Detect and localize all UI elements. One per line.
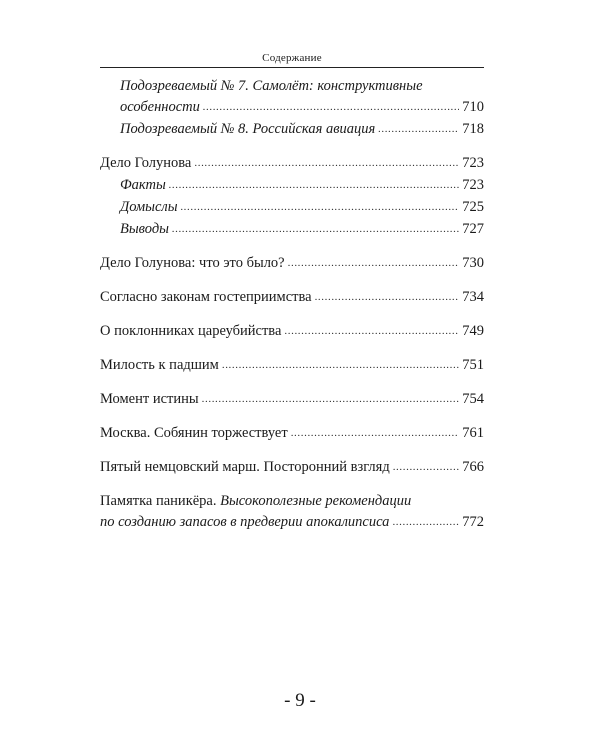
dot-leader bbox=[393, 457, 460, 478]
dot-leader bbox=[222, 355, 459, 376]
toc-entry-title: Дело Голунова bbox=[100, 155, 192, 171]
toc-entry-title bbox=[100, 491, 484, 512]
toc-entry-title: О поклонниках цареубийства bbox=[100, 323, 282, 339]
dot-leader bbox=[194, 153, 459, 174]
toc-entry-title: Пятый немцовский марш. Посторонний взгляд bbox=[100, 459, 390, 475]
toc-entry-title-cont: особенности bbox=[120, 99, 200, 115]
toc-entry-title: Подозреваемый № 8. Российская авиация bbox=[120, 121, 376, 137]
toc-entry-title: Выводы bbox=[120, 221, 169, 237]
toc-entry[interactable] bbox=[100, 491, 484, 534]
toc-subentry[interactable] bbox=[100, 197, 484, 219]
toc-subentry[interactable] bbox=[100, 219, 484, 241]
toc-page-number: 710 bbox=[462, 99, 484, 115]
toc-entry[interactable] bbox=[100, 287, 484, 309]
toc-page-number: 723 bbox=[462, 155, 484, 171]
toc-entry-title: Дело Голунова: что это было? bbox=[100, 255, 285, 271]
toc-page-number: 749 bbox=[462, 323, 484, 339]
toc-page-number: 725 bbox=[462, 199, 484, 215]
toc-subentry[interactable] bbox=[100, 175, 484, 197]
toc-entry-title: Подозреваемый № 7. Самолёт: конструктивные bbox=[120, 78, 423, 94]
dot-leader bbox=[202, 389, 460, 410]
dot-leader bbox=[315, 287, 460, 308]
toc-page-number: 734 bbox=[462, 289, 484, 305]
toc-entry[interactable] bbox=[100, 457, 484, 479]
toc-entry-title: Момент истины bbox=[100, 391, 199, 407]
toc-page-number: 751 bbox=[462, 357, 484, 373]
toc-page-number: 730 bbox=[462, 255, 484, 271]
dot-leader bbox=[172, 219, 459, 240]
dot-leader bbox=[169, 175, 459, 196]
toc-entry[interactable] bbox=[100, 153, 484, 175]
toc-entry-title: Факты bbox=[120, 177, 166, 193]
dot-leader bbox=[392, 512, 459, 533]
toc-entry-title-italic: Высокополезные рекомендации bbox=[220, 493, 412, 509]
toc-entry-title: Милость к падшим bbox=[100, 357, 219, 373]
toc-entry[interactable] bbox=[100, 423, 484, 445]
toc-page-number: 766 bbox=[462, 459, 484, 475]
dot-leader bbox=[181, 197, 460, 218]
toc-page-number: 718 bbox=[462, 121, 484, 137]
table-of-contents bbox=[100, 76, 484, 534]
toc-page-number: 723 bbox=[462, 177, 484, 193]
dot-leader bbox=[284, 321, 459, 342]
toc-entry-title: Домыслы bbox=[120, 199, 178, 215]
header-rule bbox=[100, 67, 484, 68]
dot-leader bbox=[288, 253, 460, 274]
toc-entry-title: Москва. Собянин торжествует bbox=[100, 425, 288, 441]
dot-leader bbox=[291, 423, 460, 444]
page-number-footer: - 9 - bbox=[284, 690, 316, 711]
toc-entry-title: Согласно законам гостеприимства bbox=[100, 289, 312, 305]
toc-page-number: 772 bbox=[462, 514, 484, 530]
toc-page-number: 754 bbox=[462, 391, 484, 407]
toc-entry[interactable] bbox=[100, 321, 484, 343]
toc-page-number: 727 bbox=[462, 221, 484, 237]
toc-entry-title-cont: по созданию запасов в предверии апокалипсиса bbox=[100, 514, 390, 530]
dot-leader bbox=[203, 97, 459, 118]
running-header: Содержание bbox=[262, 52, 322, 64]
toc-entry[interactable] bbox=[100, 253, 484, 275]
toc-entry-title-plain: Памятка паникёра. bbox=[100, 493, 221, 509]
toc-page-number: 761 bbox=[462, 425, 484, 441]
toc-entry[interactable] bbox=[100, 119, 484, 141]
toc-entry[interactable] bbox=[100, 355, 484, 377]
toc-entry[interactable] bbox=[100, 76, 484, 119]
dot-leader bbox=[378, 119, 459, 140]
toc-entry[interactable] bbox=[100, 389, 484, 411]
